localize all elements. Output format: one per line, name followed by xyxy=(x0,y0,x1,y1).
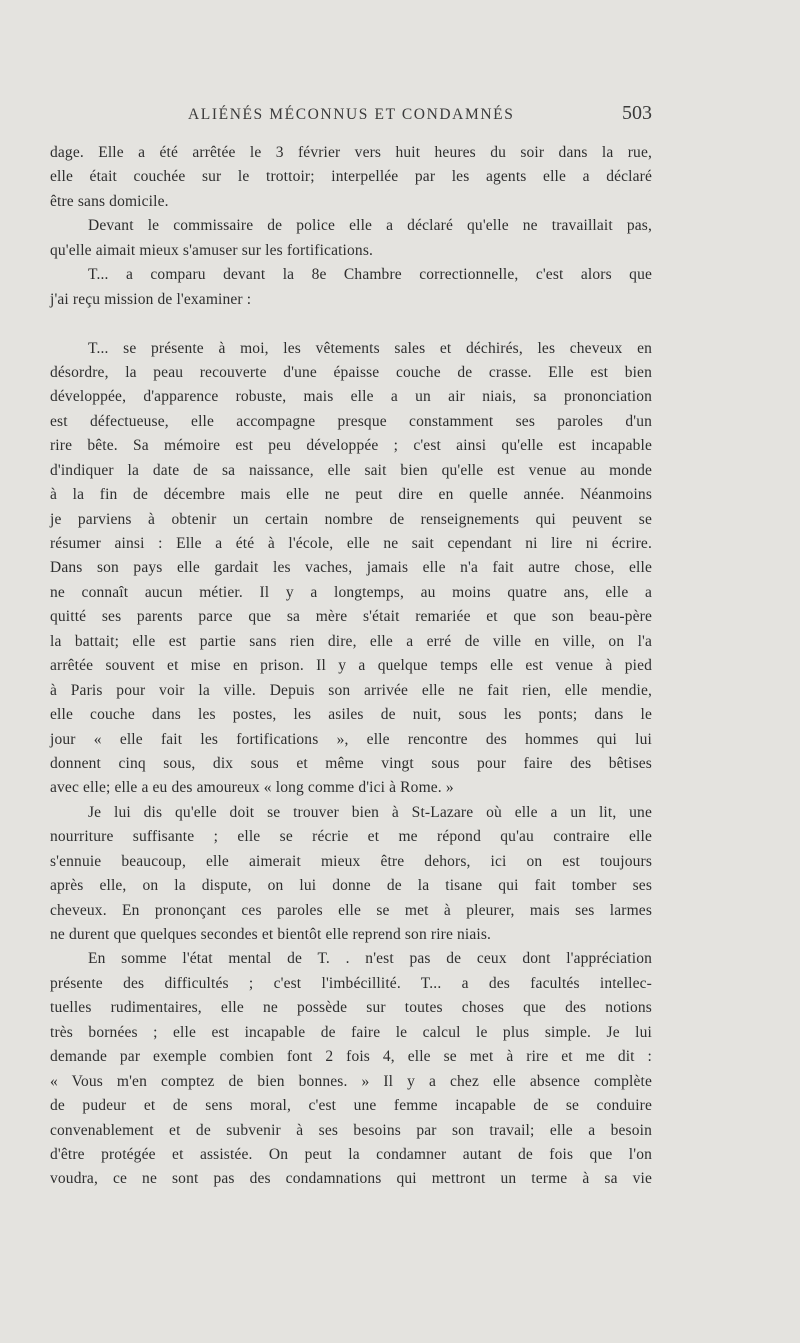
text-line: je parviens à obtenir un certain nombre de renseignements qui peuvent se xyxy=(50,510,652,528)
text-line: elle couche dans les postes, les asiles de nuit, sous les ponts; dans le xyxy=(50,706,652,724)
text-line: j'ai reçu mission de l'examiner : xyxy=(50,290,252,308)
text-line: s'ennuie beaucoup, elle aimerait mieux être dehors, ici on est toujours xyxy=(50,852,652,870)
text-line: qu'elle aimait mieux s'amuser sur les fortifications. xyxy=(50,241,374,259)
text-line: elle était couchée sur le trottoir; interpellée par les agents elle a déclaré xyxy=(50,168,652,186)
text-line: voudra, ce ne sont pas des condamnations qui mettront un terme à sa vie xyxy=(50,1170,652,1188)
text-line: à Paris pour voir la ville. Depuis son arrivée elle ne fait rien, elle mendie, xyxy=(50,681,652,699)
text-line: la battait; elle est partie sans rien dire, elle a erré de ville en ville, on l'a xyxy=(50,632,652,650)
text-line: nourriture suffisante ; elle se récrie et me répond qu'au contraire elle xyxy=(50,828,652,846)
text-line: à la fin de décembre mais elle ne peut dire en quelle année. Néanmoins xyxy=(50,486,652,504)
text-line: de pudeur et de sens moral, c'est une femme incapable de se conduire xyxy=(50,1097,652,1115)
text-line: désordre, la peau recouverte d'une épaisse couche de crasse. Elle est bien xyxy=(50,363,652,381)
running-head xyxy=(50,102,652,130)
text-line: est défectueuse, elle accompagne presque constamment ses paroles d'un xyxy=(50,412,652,430)
text-line: T... a comparu devant la 8e Chambre correctionnelle, c'est alors que xyxy=(88,266,652,284)
running-title: ALIÉNÉS MÉCONNUS ET CONDAMNÉS xyxy=(188,106,515,123)
text-line: avec elle; elle a eu des amoureux « long comme d'ici à Rome. » xyxy=(50,779,454,797)
text-line: Devant le commissaire de police elle a déclaré qu'elle ne travaillait pas, xyxy=(88,217,652,235)
text-line: Dans son pays elle gardait les vaches, jamais elle n'a fait autre chose, elle xyxy=(50,559,652,577)
text-line: En somme l'état mental de T. . n'est pas de ceux dont l'appréciation xyxy=(88,950,652,968)
body-text xyxy=(50,141,652,1192)
text-line: très bornées ; elle est incapable de faire le calcul le plus simple. Je lui xyxy=(50,1023,652,1041)
text-line: « Vous m'en comptez de bien bonnes. » Il y a chez elle absence complète xyxy=(50,1072,652,1090)
text-line: d'indiquer la date de sa naissance, elle sait bien qu'elle est venue au monde xyxy=(50,461,652,479)
text-line: jour « elle fait les fortifications », elle rencontre des hommes qui lui xyxy=(50,730,652,748)
text-line: tuelles rudimentaires, elle ne possède sur toutes choses que des notions xyxy=(50,999,652,1017)
text-line: T... se présente à moi, les vêtements sales et déchirés, les cheveux en xyxy=(88,339,652,357)
text-line: quitté ses parents parce que sa mère s'était remariée et que son beau-père xyxy=(50,608,652,626)
text-line: développée, d'apparence robuste, mais elle a un air niais, sa prononciation xyxy=(50,388,652,406)
text-line: après elle, on la dispute, on lui donne de la tisane qui fait tomber ses xyxy=(50,877,652,895)
text-line: résumer ainsi : Elle a été à l'école, elle ne sait cependant ni lire ni écrire. xyxy=(50,535,652,552)
text-line: donnent cinq sous, dix sous et même vingt sous pour faire des bêtises xyxy=(50,754,652,772)
text-line: Je lui dis qu'elle doit se trouver bien à St-Lazare où elle a un lit, une xyxy=(88,803,652,821)
text-line: convenablement et de subvenir à ses besoins par son travail; elle a besoin xyxy=(50,1121,652,1139)
text-line: demande par exemple combien font 2 fois 4, elle se met à rire et me dit : xyxy=(50,1048,652,1066)
text-line: présente des difficultés ; c'est l'imbécillité. T... a des facultés intellec- xyxy=(50,974,652,992)
text-line: ne durent que quelques secondes et bientôt elle reprend son rire niais. xyxy=(50,926,492,943)
text-line: dage. Elle a été arrêtée le 3 février vers huit heures du soir dans la rue, xyxy=(50,144,652,161)
page-number: 503 xyxy=(622,102,652,124)
text-line: d'être protégée et assistée. On peut la condamner autant de fois que l'on xyxy=(50,1145,652,1163)
text-line: rire bête. Sa mémoire est peu développée ; c'est ainsi qu'elle est incapable xyxy=(50,437,652,455)
text-line: arrêtée souvent et mise en prison. Il y a quelque temps elle est venue à pied xyxy=(50,657,652,675)
text-line: cheveux. En prononçant ces paroles elle se met à pleurer, mais ses larmes xyxy=(50,901,652,919)
paragraph-gap xyxy=(50,312,652,336)
text-line: ne connaît aucun métier. Il y a longtemps, au moins quatre ans, elle a xyxy=(50,583,652,601)
text-line: être sans domicile. xyxy=(50,192,169,210)
